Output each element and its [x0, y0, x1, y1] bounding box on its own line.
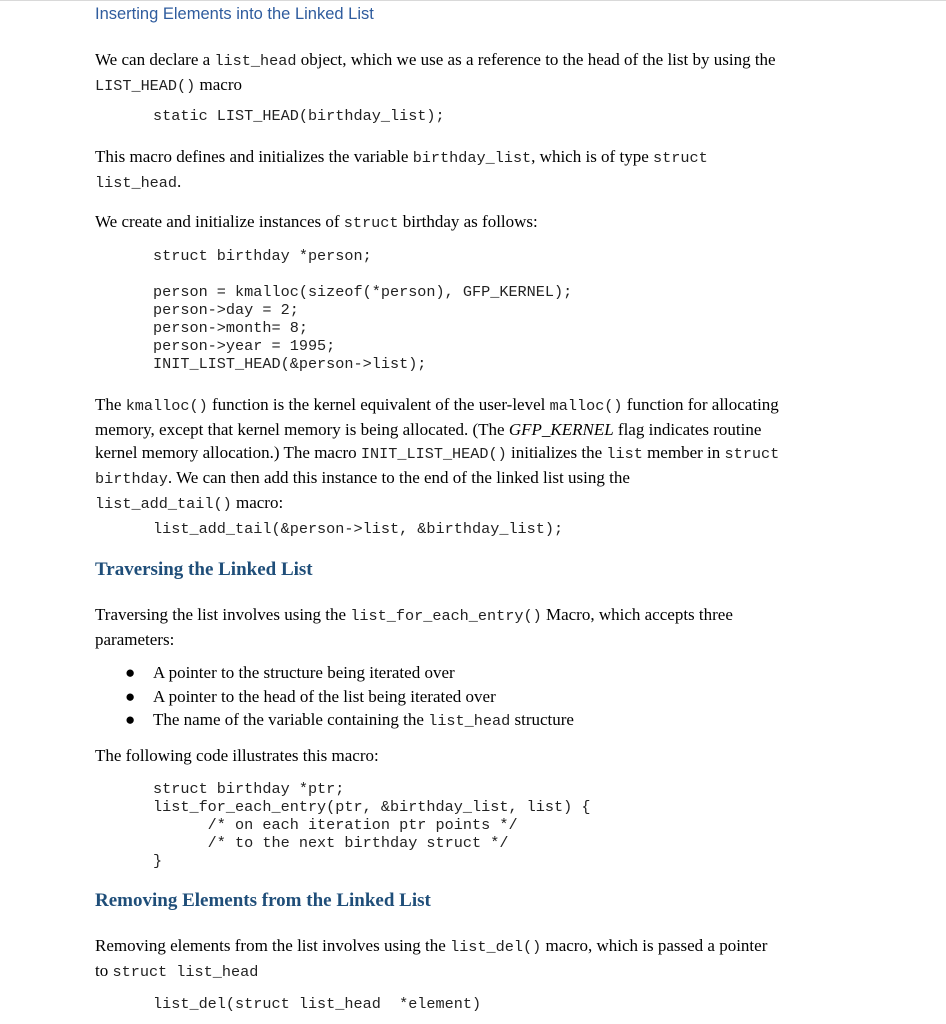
- paragraph-create-instances: We create and initialize instances of struct birthday as follows:: [95, 212, 538, 232]
- bullet-icon: ●: [125, 663, 136, 682]
- inline-code-init-list-head: INIT_LIST_HEAD(): [360, 445, 507, 463]
- code-list-add-tail: list_add_tail(&person->list, &birthday_list);: [153, 520, 564, 538]
- heading-removing: Removing Elements from the Linked List: [95, 890, 431, 911]
- bullet-icon: ●: [125, 710, 136, 729]
- bullet-icon: ●: [125, 686, 136, 706]
- code-list-for-each-entry: struct birthday *ptr; list_for_each_entry(ptr, &birthday_list, list) { /* on each iteration ptr points */ /* to the next birthday struct */ }: [153, 780, 591, 870]
- inline-code-list-head: list_head: [214, 52, 297, 70]
- paragraph-traversing: Traversing the list involves using the list_for_each_entry() Macro, which accepts three parameters:: [95, 605, 733, 649]
- inline-code-birthday: birthday: [95, 470, 168, 488]
- code-static-list-head: static LIST_HEAD(birthday_list);: [153, 107, 445, 125]
- code-struct-person: struct birthday *person;: [153, 247, 372, 265]
- inline-code-birthday-list: birthday_list: [412, 149, 532, 167]
- list-item: ● A pointer to the head of the list being iterated over: [125, 685, 574, 709]
- list-item: ● A pointer to the structure being iterated over: [125, 661, 574, 685]
- top-divider: [0, 0, 946, 1]
- heading-inserting-elements: Inserting Elements into the Linked List: [95, 5, 374, 23]
- paragraph-macro-defines: This macro defines and initializes the variable birthday_list, which is of type struct list_head.: [95, 147, 708, 192]
- heading-traversing: Traversing the Linked List: [95, 559, 313, 580]
- list-item: ● The name of the variable containing the list_head structure: [125, 710, 574, 730]
- inline-code-malloc: malloc(): [549, 397, 623, 415]
- paragraph-list-head-declare: We can declare a list_head object, which we use as a reference to the head of the list by using the LIST_HEAD() macro: [95, 50, 776, 95]
- paragraph-kmalloc-explanation: The kmalloc() function is the kernel equivalent of the user-level malloc() function for allocating memory, except that kernel memory is being allocated. (The GFP_KERNEL flag indicates routine kernel memory allocation.) The macro INIT_LIST_HEAD() initializes the list member in struct birthday. We can then add this instance to the end of the linked list using the list_add_tail() macro:: [95, 395, 780, 513]
- inline-code-list-add-tail: list_add_tail(): [95, 495, 232, 513]
- paragraph-illustrates: The following code illustrates this macro:: [95, 746, 379, 765]
- code-list-del: list_del(struct list_head *element): [153, 995, 482, 1013]
- inline-code-list-head-member: list_head: [428, 712, 511, 730]
- italic-gfp-kernel: GFP_KERNEL: [508, 420, 614, 439]
- inline-code-list-head-macro: LIST_HEAD(): [95, 77, 196, 95]
- inline-code-list-for-each-entry: list_for_each_entry(): [350, 607, 542, 625]
- paragraph-removing: Removing elements from the list involves using the list_del() macro, which is passed a pointer to struct list_head: [95, 936, 768, 981]
- inline-code-kmalloc: kmalloc(): [125, 397, 208, 415]
- inline-code-list-del: list_del(): [450, 938, 542, 956]
- inline-code-struct-list-head: struct list_head: [112, 963, 259, 981]
- inline-code-list-head-type: list_head: [95, 174, 178, 192]
- parameters-list: [125, 661, 574, 734]
- code-kmalloc-init: person = kmalloc(sizeof(*person), GFP_KERNEL); person->day = 2; person->month= 8; person->year = 1995; INIT_LIST_HEAD(&person->list);: [153, 283, 573, 373]
- inline-code-struct: struct: [343, 214, 399, 232]
